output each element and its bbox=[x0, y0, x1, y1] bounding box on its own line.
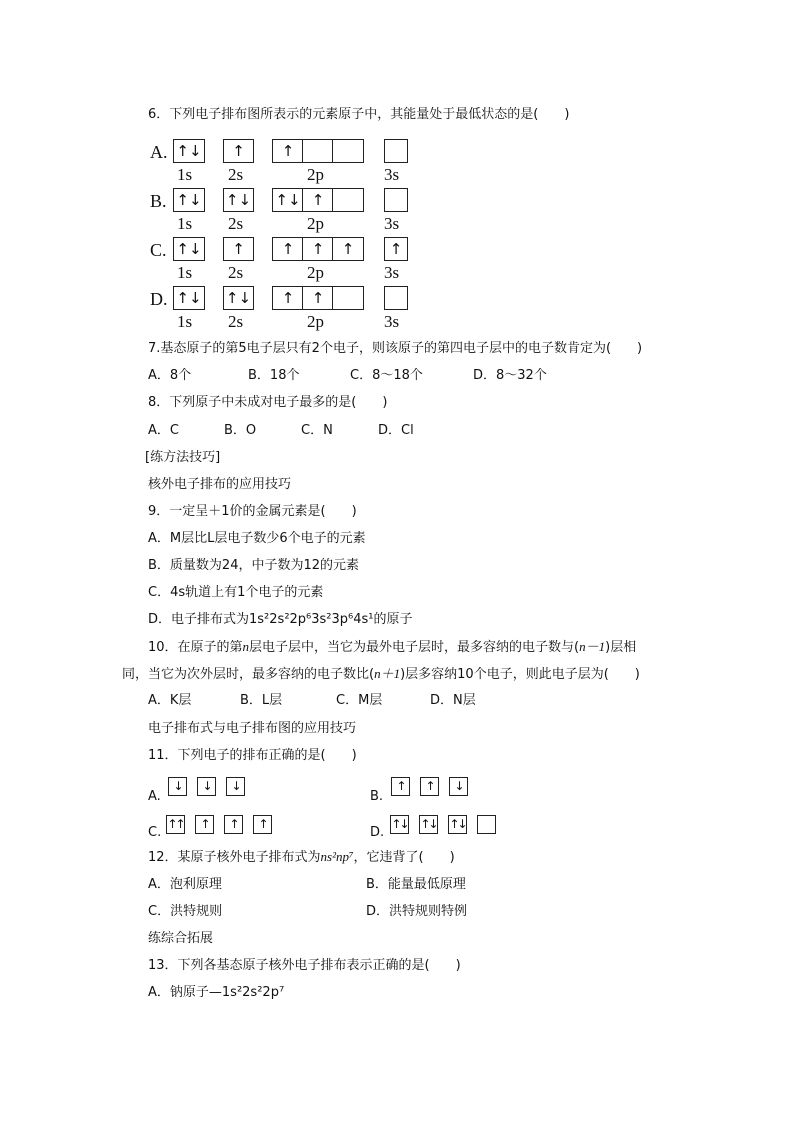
electron-arrows bbox=[385, 189, 407, 211]
electron-arrows: ↑ bbox=[311, 240, 325, 258]
q12-stem: 12．某原子核外电子排布式为ns²np⁷，它违背了( ) bbox=[148, 849, 455, 865]
electron-arrows bbox=[333, 287, 363, 309]
subsection-heading-1: 核外电子排布的应用技巧 bbox=[148, 477, 292, 492]
q11-orbital-box: ↑↑ bbox=[166, 815, 185, 834]
orbital-box-1s bbox=[173, 188, 205, 212]
q6-option-letter: D. bbox=[150, 289, 168, 309]
subshell-label: 2s bbox=[228, 165, 244, 184]
q7-option-d: D．8～32个 bbox=[473, 368, 547, 383]
electron-arrows: ↑ bbox=[341, 240, 355, 258]
electron-arrows: ↑↓ bbox=[225, 289, 252, 307]
electron-arrows: ↑↓ bbox=[176, 240, 202, 258]
q11-orbital-box: ↓ bbox=[168, 777, 187, 796]
subshell-label: 3s bbox=[384, 214, 400, 233]
q9-option-b: B．质量数为24，中子数为12的元素 bbox=[148, 558, 360, 573]
electron-arrows: ↑ bbox=[281, 240, 295, 258]
orbital-box-1s bbox=[173, 286, 205, 310]
q11-orbital-box: ↑↓ bbox=[419, 815, 438, 834]
q8-option-a: A．C bbox=[148, 423, 179, 438]
q6-option-row bbox=[0, 139, 794, 183]
electron-arrows: ↑ bbox=[232, 142, 245, 160]
electron-arrows: ↑ bbox=[281, 289, 295, 307]
q10-option-c: C．M层 bbox=[336, 693, 383, 708]
electron-arrows: ↑↓ bbox=[275, 191, 301, 209]
q12-electron-config: ns²np⁷ bbox=[320, 849, 354, 864]
orbital-box-2p bbox=[272, 286, 364, 310]
orbital-box-3s bbox=[384, 286, 408, 310]
subshell-label: 2s bbox=[228, 263, 244, 282]
orbital-box-1s bbox=[173, 139, 205, 163]
q6-option-letter: A. bbox=[150, 142, 168, 162]
q11-orbital-box: ↓ bbox=[226, 777, 245, 796]
q11-stem: 11．下列电子的排布正确的是( ) bbox=[148, 748, 357, 763]
orbital-box-2s bbox=[223, 237, 254, 261]
q7-option-c: C．8～18个 bbox=[350, 368, 423, 383]
subshell-label: 2p bbox=[307, 214, 324, 233]
q10-stem-line2: 同，当它为次外层时，最多容纳的电子数比(n＋1)层多容纳10个电子，则此电子层为( ) bbox=[122, 666, 640, 682]
subshell-label: 3s bbox=[384, 263, 400, 282]
q10-option-a: A．K层 bbox=[148, 693, 192, 708]
subshell-label: 2p bbox=[307, 165, 324, 184]
q7-option-b: B．18个 bbox=[248, 368, 300, 383]
q6-option-row bbox=[0, 286, 794, 330]
electron-arrows bbox=[385, 140, 407, 162]
q11-option-letter: A. bbox=[148, 789, 161, 804]
orbital-box-1s bbox=[173, 237, 205, 261]
q12-option-a: A．泡利原理 bbox=[148, 877, 222, 892]
electron-arrows: ↑ bbox=[232, 240, 245, 258]
electron-arrows bbox=[333, 189, 363, 211]
q12-option-b: B．能量最低原理 bbox=[366, 877, 466, 892]
q13-electron-config: 1s²2s²2p⁷ bbox=[221, 985, 285, 1000]
subshell-label: 2s bbox=[228, 214, 244, 233]
electron-arrows bbox=[333, 140, 363, 162]
subshell-label: 1s bbox=[177, 165, 193, 184]
section-heading-comprehensive: 练综合拓展 bbox=[148, 931, 214, 946]
subshell-label: 1s bbox=[177, 312, 193, 331]
q11-orbital-box: ↓ bbox=[197, 777, 216, 796]
q9-electron-config: 1s²2s²2p⁶3s²3p⁶4s¹ bbox=[249, 612, 374, 627]
q9-option-a: A．M层比L层电子数少6个电子的元素 bbox=[148, 531, 366, 546]
orbital-box-2s bbox=[223, 286, 254, 310]
q11-option-letter: B. bbox=[370, 789, 384, 804]
q9-stem: 9．一定呈＋1价的金属元素是( ) bbox=[148, 504, 357, 519]
q9-option-c: C．4s轨道上有1个电子的元素 bbox=[148, 585, 324, 600]
q6-option-row bbox=[0, 188, 794, 232]
q13-option-a: A．钠原子—1s²2s²2p⁷ bbox=[148, 985, 285, 1000]
electron-arrows: ↑↓ bbox=[176, 191, 202, 209]
electron-arrows: ↑↓ bbox=[176, 142, 202, 160]
q11-orbital-box: ↓ bbox=[449, 777, 468, 796]
q13-stem: 13．下列各基态原子核外电子排布表示正确的是( ) bbox=[148, 958, 461, 973]
orbital-box-3s bbox=[384, 188, 408, 212]
orbital-box-2s bbox=[223, 188, 254, 212]
orbital-box-2s bbox=[223, 139, 254, 163]
subshell-label: 1s bbox=[177, 263, 193, 282]
q8-stem: 8．下列原子中未成对电子最多的是( ) bbox=[148, 395, 388, 410]
electron-arrows: ↑ bbox=[281, 142, 295, 160]
q11-orbital-box: ↑ bbox=[195, 815, 214, 834]
q11-orbital-box: ↑ bbox=[253, 815, 272, 834]
q11-option-letter: D. bbox=[370, 825, 385, 840]
subshell-label: 3s bbox=[384, 312, 400, 331]
orbital-box-2p bbox=[272, 237, 364, 261]
subsection-heading-2: 电子排布式与电子排布图的应用技巧 bbox=[148, 721, 357, 736]
electron-arrows: ↑ bbox=[311, 191, 325, 209]
electron-arrows: ↑↓ bbox=[225, 191, 252, 209]
q11-orbital-box: ↑ bbox=[420, 777, 439, 796]
subshell-label: 2p bbox=[307, 263, 324, 282]
q11-orbital-box: ↑ bbox=[391, 777, 410, 796]
subshell-label: 1s bbox=[177, 214, 193, 233]
q11-orbital-box: ↑↓ bbox=[390, 815, 409, 834]
section-heading-methods: [练方法技巧] bbox=[145, 450, 221, 465]
subshell-label: 2s bbox=[228, 312, 244, 331]
q6-stem: 6．下列电子排布图所表示的元素原子中，其能量处于最低状态的是( ) bbox=[148, 107, 570, 122]
orbital-box-3s bbox=[384, 237, 408, 261]
q11-option-letter: C. bbox=[148, 825, 162, 840]
q6-option-row bbox=[0, 237, 794, 281]
electron-arrows bbox=[303, 140, 333, 162]
orbital-box-3s bbox=[384, 139, 408, 163]
q10-stem-line1: 10．在原子的第n层电子层中，当它为最外电子层时，最多容纳的电子数与(n－1)层相 bbox=[148, 639, 637, 655]
electron-arrows: ↑ bbox=[311, 289, 325, 307]
q11-orbital-box bbox=[477, 815, 496, 834]
q8-option-b: B．O bbox=[224, 423, 257, 438]
electron-arrows: ↑↓ bbox=[176, 289, 202, 307]
q6-option-letter: C. bbox=[150, 240, 167, 260]
q10-option-d: D．N层 bbox=[430, 693, 476, 708]
q11-orbital-box: ↑↓ bbox=[448, 815, 467, 834]
q7-option-a: A．8个 bbox=[148, 368, 192, 383]
q8-option-c: C．N bbox=[301, 423, 333, 438]
subshell-label: 3s bbox=[384, 165, 400, 184]
q11-orbital-box: ↑ bbox=[224, 815, 243, 834]
subshell-label: 2p bbox=[307, 312, 324, 331]
q12-option-d: D．洪特规则特例 bbox=[366, 904, 468, 919]
electron-arrows bbox=[385, 287, 407, 309]
q9-option-d: D．电子排布式为1s²2s²2p⁶3s²3p⁶4s¹的原子 bbox=[148, 612, 413, 627]
q8-option-d: D．Cl bbox=[378, 423, 414, 438]
q7-stem: 7.基态原子的第5电子层只有2个电子，则该原子的第四电子层中的电子数肯定为( ) bbox=[148, 341, 643, 356]
q6-option-letter: B. bbox=[150, 191, 167, 211]
q10-option-b: B．L层 bbox=[240, 693, 283, 708]
orbital-box-2p bbox=[272, 188, 364, 212]
orbital-box-2p bbox=[272, 139, 364, 163]
q12-option-c: C．洪特规则 bbox=[148, 904, 223, 919]
electron-arrows: ↑ bbox=[389, 240, 403, 258]
